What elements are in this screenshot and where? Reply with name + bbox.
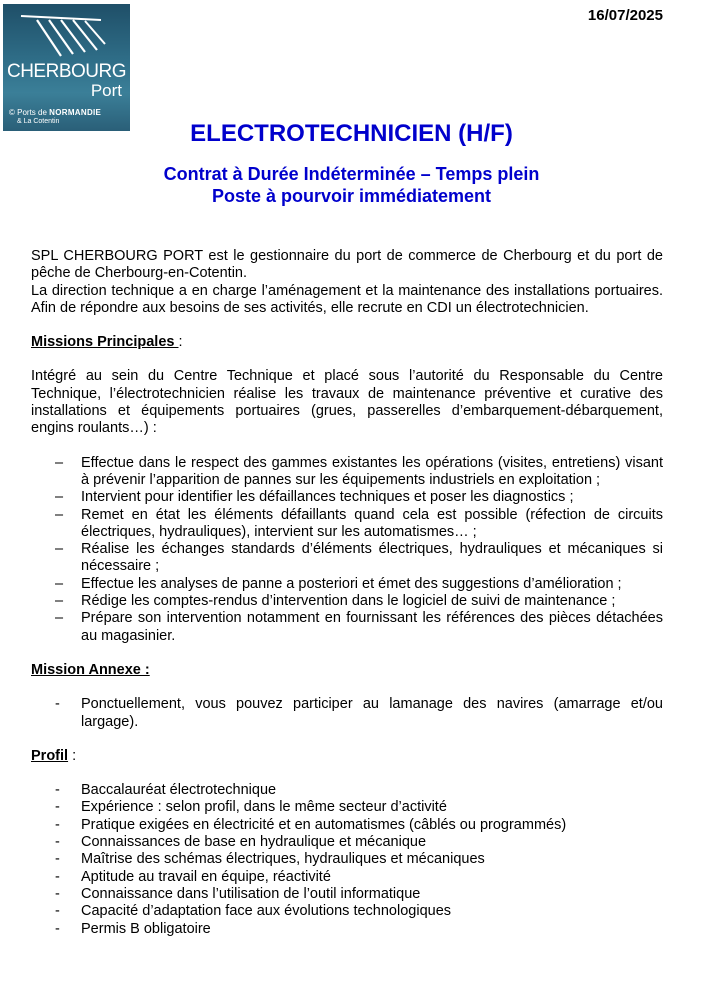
list-item: [31, 489, 663, 506]
list-item: [31, 782, 663, 799]
bullet-dash: -: [55, 868, 60, 885]
job-title: ELECTROTECHNICIEN (H/F): [190, 120, 513, 147]
missions-heading: [31, 334, 663, 351]
bullet-dash: -: [55, 799, 60, 816]
list-item: [31, 921, 663, 938]
bullet-dash: –: [55, 506, 64, 523]
missions-description: Intégré au sein du Centre Technique et placé sous l’autorité du Responsable du Centre Technique, l’électrotechnicien réalise les travaux de maintenance préventive et curative des installations et équipements portuaires (grues, passerelles d’embarquement-débarquement, engins roulants…) :: [31, 368, 663, 437]
list-item-text: Baccalauréat électrotechnique: [81, 782, 277, 799]
list-item: [31, 507, 663, 542]
list-item-text: Prépare son intervention notamment en fournissant les références des pièces détachées au magasinier.: [81, 610, 663, 644]
list-item: [31, 455, 663, 490]
bullet-dash: –: [55, 610, 64, 627]
logo-line-4: & La Cotentin: [17, 118, 60, 125]
list-item-text: Permis B obligatoire: [81, 920, 211, 937]
missions-list: [31, 455, 663, 645]
bullet-dash: –: [55, 593, 64, 610]
profil-heading-suffix: :: [68, 747, 77, 764]
bullet-dash: -: [55, 920, 60, 937]
bullet-dash: -: [55, 851, 60, 868]
contract-type: Contrat à Durée Indéterminée – Temps plein: [163, 164, 540, 184]
list-item-text: Connaissances de base en hydraulique et mécanique: [81, 834, 427, 851]
list-item: [31, 886, 663, 903]
list-item-text: Intervient pour identifier les défaillances techniques et poser les diagnostics ;: [81, 489, 574, 506]
logo-line-2: Port: [90, 81, 122, 100]
list-item-text: Connaissance dans l’utilisation de l’outil informatique: [81, 885, 421, 902]
list-item-text: Maîtrise des schémas électriques, hydrauliques et mécaniques: [81, 851, 485, 868]
list-item: [31, 593, 663, 610]
list-item-text: Capacité d’adaptation face aux évolutions technologiques: [81, 903, 452, 920]
list-item-text: Remet en état les éléments défaillants quand cela est possible (réfection de circuits électriques, hydrauliques), intervient sur les automatismes… ;: [81, 506, 663, 540]
list-item: [31, 610, 663, 645]
document-body: [31, 248, 663, 938]
logo-waves-icon: [3, 4, 130, 64]
annexe-list: [31, 696, 663, 731]
logo-line-3: [9, 108, 101, 117]
list-item: [31, 576, 663, 593]
profil-list: [31, 782, 663, 938]
intro-paragraph-1: SPL CHERBOURG PORT est le gestionnaire du port de commerce de Cherbourg et du port de pêche de Cherbourg-en-Cotentin.: [31, 248, 663, 282]
bullet-dash: -: [55, 903, 60, 920]
list-item: [31, 834, 663, 851]
annexe-heading: [31, 662, 663, 679]
bullet-dash: –: [55, 454, 64, 471]
bullet-dash: –: [55, 575, 64, 592]
list-item: [31, 903, 663, 920]
cherbourg-port-logo: [3, 4, 130, 131]
list-item: [31, 869, 663, 886]
bullet-dash: -: [55, 885, 60, 902]
list-item-text: Rédige les comptes-rendus d’intervention dans le logiciel de suivi de maintenance ;: [81, 593, 616, 610]
logo-line-1: CHERBOURG: [6, 61, 126, 82]
bullet-dash: -: [55, 782, 60, 799]
bullet-dash: –: [55, 541, 64, 558]
bullet-dash: -: [55, 696, 60, 713]
profil-heading-text: Profil: [31, 747, 69, 764]
logo-line-3-brand: NORMANDIE: [49, 108, 102, 117]
availability: Poste à pourvoir immédiatement: [211, 186, 492, 206]
list-item: [31, 696, 663, 731]
bullet-dash: -: [55, 816, 60, 833]
list-item-text: Ponctuellement, vous pouvez participer au lamanage des navires (amarrage et/ou largage).: [81, 696, 663, 730]
list-item: [31, 817, 663, 834]
missions-heading-suffix: :: [178, 334, 183, 351]
list-item-text: Effectue dans le respect des gammes existantes les opérations (visites, entretiens) visant à prévenir l’apparition de pannes sur les équipements industriels en exploitation ;: [81, 454, 663, 488]
list-item: [31, 851, 663, 868]
annexe-heading-text: Mission Annexe :: [31, 661, 150, 678]
bullet-dash: –: [55, 489, 64, 506]
list-item-text: Pratique exigées en électricité et en automatismes (câblés ou programmés): [81, 816, 567, 833]
list-item: [31, 799, 663, 816]
list-item-text: Aptitude au travail en équipe, réactivité: [81, 868, 331, 885]
bullet-dash: -: [55, 834, 60, 851]
list-item-text: Réalise les échanges standards d’éléments électriques, hydrauliques et mécaniques si nécessaire ;: [81, 541, 663, 575]
logo-line-3-prefix: © Ports de: [9, 108, 47, 117]
list-item: [31, 541, 663, 576]
list-item-text: Effectue les analyses de panne a posteriori et émet des suggestions d’amélioration ;: [81, 575, 622, 592]
missions-heading-text: Missions Principales: [31, 334, 179, 351]
document-date: 16/07/2025: [587, 7, 663, 24]
intro-paragraph-2: La direction technique a en charge l’aménagement et la maintenance des installations portuaires. Afin de répondre aux besoins de ses activités, elle recrute en CDI un électrotechnicien.: [31, 282, 663, 316]
list-item-text: Expérience : selon profil, dans le même secteur d’activité: [81, 799, 447, 816]
profil-heading: [31, 748, 663, 765]
